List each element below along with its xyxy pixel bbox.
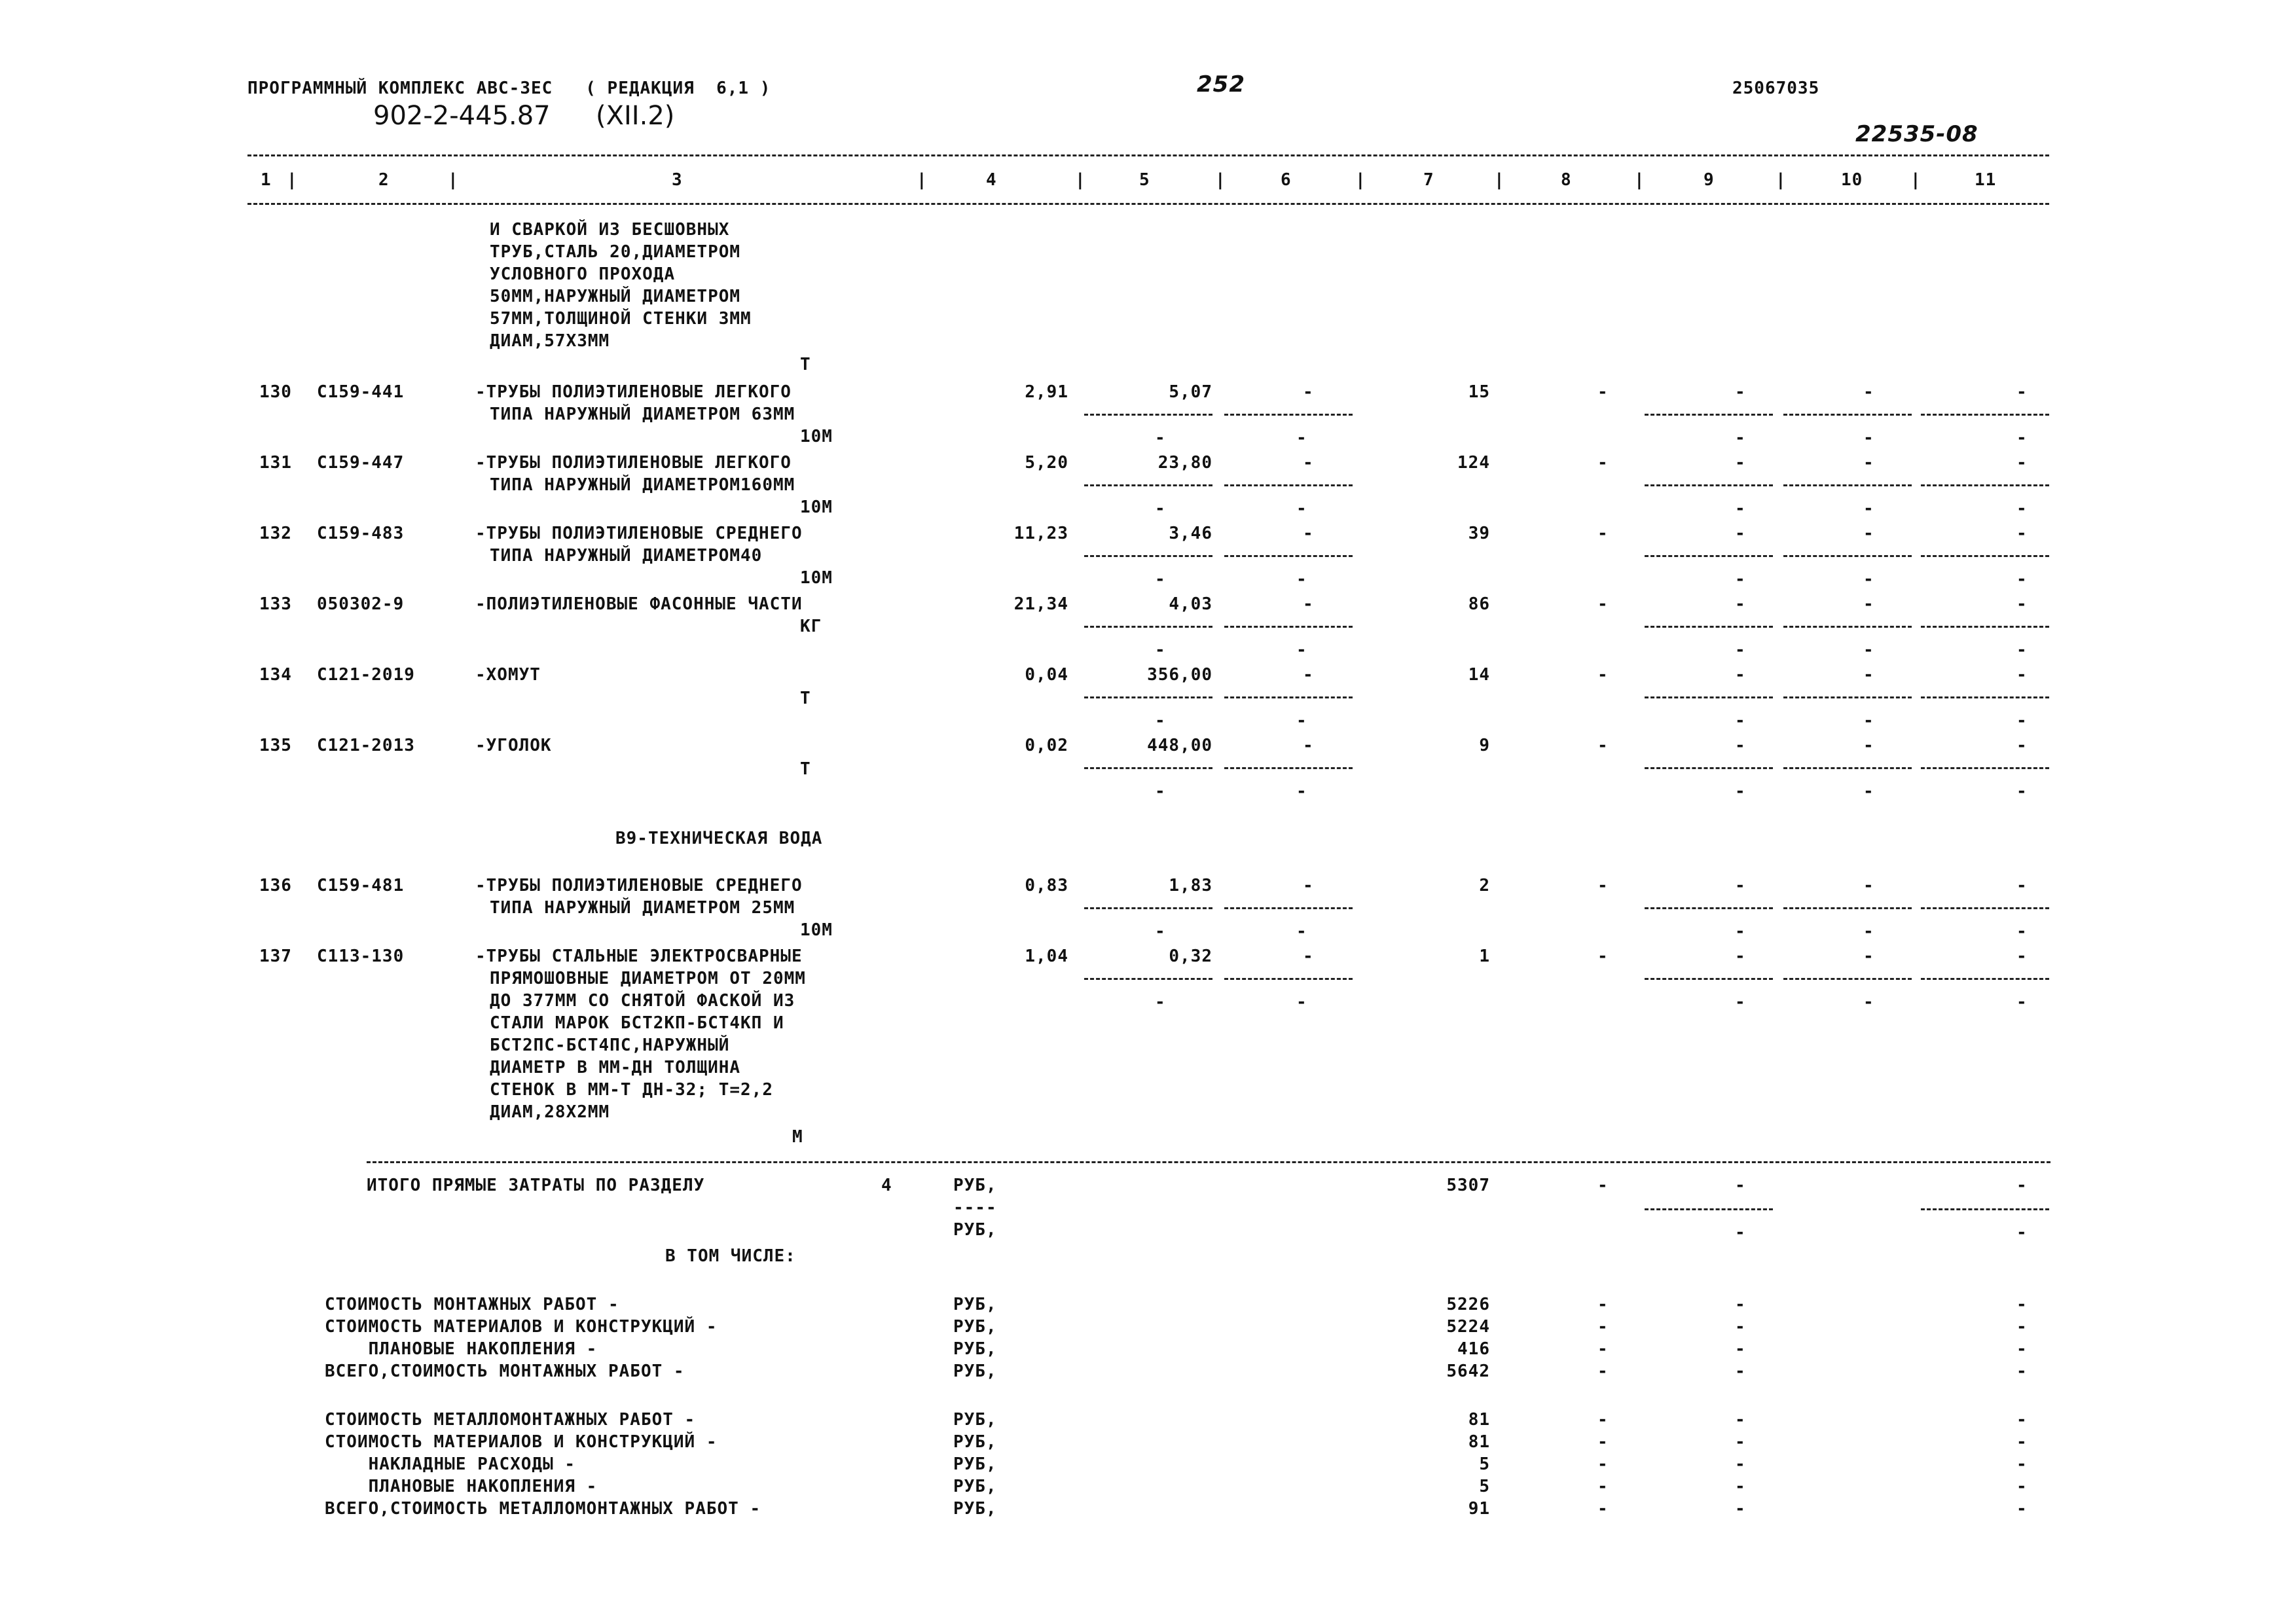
total-unit: РУБ,: [953, 1176, 997, 1195]
row-col10: -: [1863, 876, 1874, 895]
row-col10: -: [1863, 736, 1874, 755]
row-col9: -: [1735, 665, 1746, 685]
row-col11: -: [2016, 947, 2028, 966]
row-description: -ТРУБЫ ПОЛИЭТИЛЕНОВЫЕ СРЕДНЕГО: [475, 876, 803, 895]
row-col9: -: [1735, 947, 1746, 966]
row-code: С159-481: [317, 876, 405, 895]
row-col10: -: [1863, 594, 1874, 614]
row-quantity: 1,04: [1025, 947, 1068, 966]
row-col11: -: [2016, 453, 2028, 473]
section-title: В9-ТЕХНИЧЕСКАЯ ВОДА: [615, 829, 823, 848]
col-header-8: 8: [1561, 170, 1572, 190]
row-code: С113-130: [317, 947, 405, 966]
summary-value: 5226: [1446, 1295, 1490, 1314]
row-col8: -: [1597, 382, 1609, 402]
summary-unit: РУБ,: [953, 1295, 997, 1314]
row-col8: -: [1597, 453, 1609, 473]
row-number: 133: [259, 594, 292, 614]
row-description: -ТРУБЫ ПОЛИЭТИЛЕНОВЫЕ ЛЕГКОГО: [475, 453, 792, 473]
summary-unit: РУБ,: [953, 1410, 997, 1430]
row-total: 9: [1479, 736, 1490, 755]
document-code: 25067035: [1732, 79, 1820, 98]
row-description: -ТРУБЫ ПОЛИЭТИЛЕНОВЫЕ ЛЕГКОГО: [475, 382, 792, 402]
header-bottom-rule: [247, 203, 2049, 205]
row-code: С121-2019: [317, 665, 415, 685]
summary-value: 416: [1457, 1339, 1490, 1359]
row-unit: Т: [800, 689, 811, 708]
row-col9: -: [1735, 382, 1746, 402]
row-total: 14: [1468, 665, 1490, 685]
total-col9: -: [1735, 1176, 1746, 1195]
row-number: 132: [259, 524, 292, 543]
row-description: БСТ2ПС-БСТ4ПС,НАРУЖНЫЙ: [490, 1036, 730, 1055]
summary-unit: РУБ,: [953, 1339, 997, 1359]
summary-unit: РУБ,: [953, 1317, 997, 1337]
row-total: 1: [1479, 947, 1490, 966]
col-header-5: 5: [1139, 170, 1150, 190]
summary-label: СТОИМОСТЬ МЕТАЛЛОМОНТАЖНЫХ РАБОТ -: [325, 1410, 696, 1430]
row-description: -ТРУБЫ СТАЛЬНЫЕ ЭЛЕКТРОСВАРНЫЕ: [475, 947, 803, 966]
archive-number: 22535-08: [1855, 121, 1978, 147]
row-col8: -: [1597, 665, 1609, 685]
summary-unit: РУБ,: [953, 1362, 997, 1381]
including-title: В ТОМ ЧИСЛЕ:: [665, 1246, 796, 1266]
row-total: 124: [1457, 453, 1490, 473]
row-col11: -: [2016, 876, 2028, 895]
row-col10: -: [1863, 453, 1874, 473]
summary-unit: РУБ,: [953, 1454, 997, 1474]
row-code: 050302-9: [317, 594, 405, 614]
row-col10: -: [1863, 524, 1874, 543]
row-col10: -: [1863, 382, 1874, 402]
row-total: 86: [1468, 594, 1490, 614]
row-code: С121-2013: [317, 736, 415, 755]
summary-unit: РУБ,: [953, 1477, 997, 1496]
row-col6: -: [1303, 665, 1314, 685]
row-price: 448,00: [1147, 736, 1212, 755]
row-quantity: 11,23: [1013, 524, 1068, 543]
row-col11: -: [2016, 665, 2028, 685]
row-col9: -: [1735, 594, 1746, 614]
row-description: ТИПА НАРУЖНЫЙ ДИАМЕТРОМ 63ММ: [490, 405, 795, 424]
summary-value: 81: [1468, 1432, 1490, 1452]
summary-label: ПЛАНОВЫЕ НАКОПЛЕНИЯ -: [325, 1339, 598, 1359]
summary-unit: РУБ,: [953, 1499, 997, 1519]
continuation-line: ТРУБ,СТАЛЬ 20,ДИАМЕТРОМ: [490, 242, 741, 262]
row-number: 136: [259, 876, 292, 895]
page-number: 252: [1197, 71, 1245, 98]
row-unit: 10М: [800, 427, 833, 446]
summary-label: СТОИМОСТЬ МАТЕРИАЛОВ И КОНСТРУКЦИЙ -: [325, 1432, 718, 1452]
col-header-1: 1: [261, 170, 272, 190]
row-description: -УГОЛОК: [475, 736, 552, 755]
row-col10: -: [1863, 947, 1874, 966]
col-header-7: 7: [1423, 170, 1434, 190]
row-code: С159-447: [317, 453, 405, 473]
continuation-unit: Т: [800, 355, 811, 374]
row-unit: Т: [800, 759, 811, 779]
row-col11: -: [2016, 382, 2028, 402]
row-quantity: 2,91: [1025, 382, 1068, 402]
row-unit: КГ: [800, 617, 822, 636]
row-quantity: 21,34: [1013, 594, 1068, 614]
row-price: 23,80: [1157, 453, 1212, 473]
row-col9: -: [1735, 876, 1746, 895]
row-price: 3,46: [1169, 524, 1212, 543]
row-col8: -: [1597, 524, 1609, 543]
row-price: 1,83: [1169, 876, 1212, 895]
row-price: 356,00: [1147, 665, 1212, 685]
row-code: С159-483: [317, 524, 405, 543]
album-number: (XII.2): [596, 101, 675, 131]
row-total: 39: [1468, 524, 1490, 543]
total-col8: -: [1597, 1176, 1609, 1195]
row-col6: -: [1303, 736, 1314, 755]
row-col6: -: [1303, 453, 1314, 473]
row-description: ДИАМЕТР В ММ-ДН ТОЛЩИНА: [490, 1058, 741, 1077]
row-col8: -: [1597, 594, 1609, 614]
row-description: -ХОМУТ: [475, 665, 541, 685]
col-header-6: 6: [1281, 170, 1292, 190]
continuation-line: ДИАМ,57Х3ММ: [490, 331, 610, 351]
summary-label: СТОИМОСТЬ МАТЕРИАЛОВ И КОНСТРУКЦИЙ -: [325, 1317, 718, 1337]
header-top-rule: [247, 154, 2049, 156]
summary-value: 5224: [1446, 1317, 1490, 1337]
total-top-rule: [367, 1161, 2050, 1163]
col-header-2: 2: [378, 170, 390, 190]
total-col11: -: [2016, 1176, 2028, 1195]
row-description: СТАЛИ МАРОК БСТ2КП-БСТ4КП И: [490, 1013, 784, 1033]
row-price: 0,32: [1169, 947, 1212, 966]
row-number: 137: [259, 947, 292, 966]
continuation-line: И СВАРКОЙ ИЗ БЕСШОВНЫХ: [490, 220, 730, 240]
row-price: 5,07: [1169, 382, 1212, 402]
summary-value: 5642: [1446, 1362, 1490, 1381]
row-description: ТИПА НАРУЖНЫЙ ДИАМЕТРОМ 25ММ: [490, 898, 795, 918]
summary-value: 5: [1479, 1454, 1490, 1474]
summary-value: 91: [1468, 1499, 1490, 1519]
total-label: ИТОГО ПРЯМЫЕ ЗАТРАТЫ ПО РАЗДЕЛУ: [367, 1176, 705, 1195]
summary-label: ВСЕГО,СТОИМОСТЬ МЕТАЛЛОМОНТАЖНЫХ РАБОТ -: [325, 1499, 761, 1519]
col-header-11: 11: [1975, 170, 1997, 190]
row-description: ДО 377ММ СО СНЯТОЙ ФАСКОЙ ИЗ: [490, 991, 795, 1011]
row-col8: -: [1597, 947, 1609, 966]
row-quantity: 5,20: [1025, 453, 1068, 473]
row-description: ТИПА НАРУЖНЫЙ ДИАМЕТРОМ40: [490, 546, 763, 566]
total-unit-separator: ----: [953, 1198, 997, 1218]
row-col6: -: [1303, 524, 1314, 543]
col-header-9: 9: [1704, 170, 1715, 190]
row-unit: М: [792, 1127, 803, 1147]
row-col8: -: [1597, 876, 1609, 895]
row-col11: -: [2016, 736, 2028, 755]
row-col6: -: [1303, 876, 1314, 895]
row-col11: -: [2016, 594, 2028, 614]
total-value: 5307: [1446, 1176, 1490, 1195]
row-description: СТЕНОК В ММ-Т ДН-32; Т=2,2: [490, 1080, 773, 1100]
row-col11: -: [2016, 524, 2028, 543]
row-unit: 10М: [800, 568, 833, 588]
row-col9: -: [1735, 736, 1746, 755]
total-unit-2: РУБ,: [953, 1220, 997, 1240]
col-header-10: 10: [1841, 170, 1863, 190]
summary-label: СТОИМОСТЬ МОНТАЖНЫХ РАБОТ -: [325, 1295, 619, 1314]
row-description: ТИПА НАРУЖНЫЙ ДИАМЕТРОМ160ММ: [490, 475, 795, 495]
row-number: 131: [259, 453, 292, 473]
summary-unit: РУБ,: [953, 1432, 997, 1452]
summary-label: ПЛАНОВЫЕ НАКОПЛЕНИЯ -: [325, 1477, 598, 1496]
row-col6: -: [1303, 382, 1314, 402]
row-description: -ПОЛИЭТИЛЕНОВЫЕ ФАСОННЫЕ ЧАСТИ: [475, 594, 803, 614]
row-unit: 10М: [800, 497, 833, 517]
row-col9: -: [1735, 524, 1746, 543]
row-number: 135: [259, 736, 292, 755]
row-col9: -: [1735, 453, 1746, 473]
row-number: 130: [259, 382, 292, 402]
row-quantity: 0,04: [1025, 665, 1068, 685]
row-code: С159-441: [317, 382, 405, 402]
summary-value: 5: [1479, 1477, 1490, 1496]
row-col8: -: [1597, 736, 1609, 755]
total-section-number: 4: [881, 1176, 892, 1195]
row-col6: -: [1303, 947, 1314, 966]
summary-value: 81: [1468, 1410, 1490, 1430]
program-title: ПРОГРАММНЫЙ КОМПЛЕКС АВС-ЗЕС ( РЕДАКЦИЯ 6,1 ): [247, 79, 771, 98]
row-unit: 10М: [800, 920, 833, 940]
row-price: 4,03: [1169, 594, 1212, 614]
row-quantity: 0,83: [1025, 876, 1068, 895]
row-description: -ТРУБЫ ПОЛИЭТИЛЕНОВЫЕ СРЕДНЕГО: [475, 524, 803, 543]
row-description: ПРЯМОШОВНЫЕ ДИАМЕТРОМ ОТ 20ММ: [490, 969, 806, 988]
summary-label: НАКЛАДНЫЕ РАСХОДЫ -: [325, 1454, 576, 1474]
row-description: ДИАМ,28Х2ММ: [490, 1102, 610, 1122]
row-col6: -: [1303, 594, 1314, 614]
project-number: 902-2-445.87: [373, 101, 551, 131]
row-number: 134: [259, 665, 292, 685]
continuation-line: 50ММ,НАРУЖНЫЙ ДИАМЕТРОМ: [490, 287, 741, 306]
summary-label: ВСЕГО,СТОИМОСТЬ МОНТАЖНЫХ РАБОТ -: [325, 1362, 685, 1381]
row-total: 2: [1479, 876, 1490, 895]
col-header-4: 4: [986, 170, 997, 190]
row-quantity: 0,02: [1025, 736, 1068, 755]
continuation-line: УСЛОВНОГО ПРОХОДА: [490, 264, 676, 284]
col-header-3: 3: [672, 170, 683, 190]
row-col10: -: [1863, 665, 1874, 685]
row-total: 15: [1468, 382, 1490, 402]
continuation-line: 57ММ,ТОЛЩИНОЙ СТЕНКИ 3ММ: [490, 309, 752, 329]
